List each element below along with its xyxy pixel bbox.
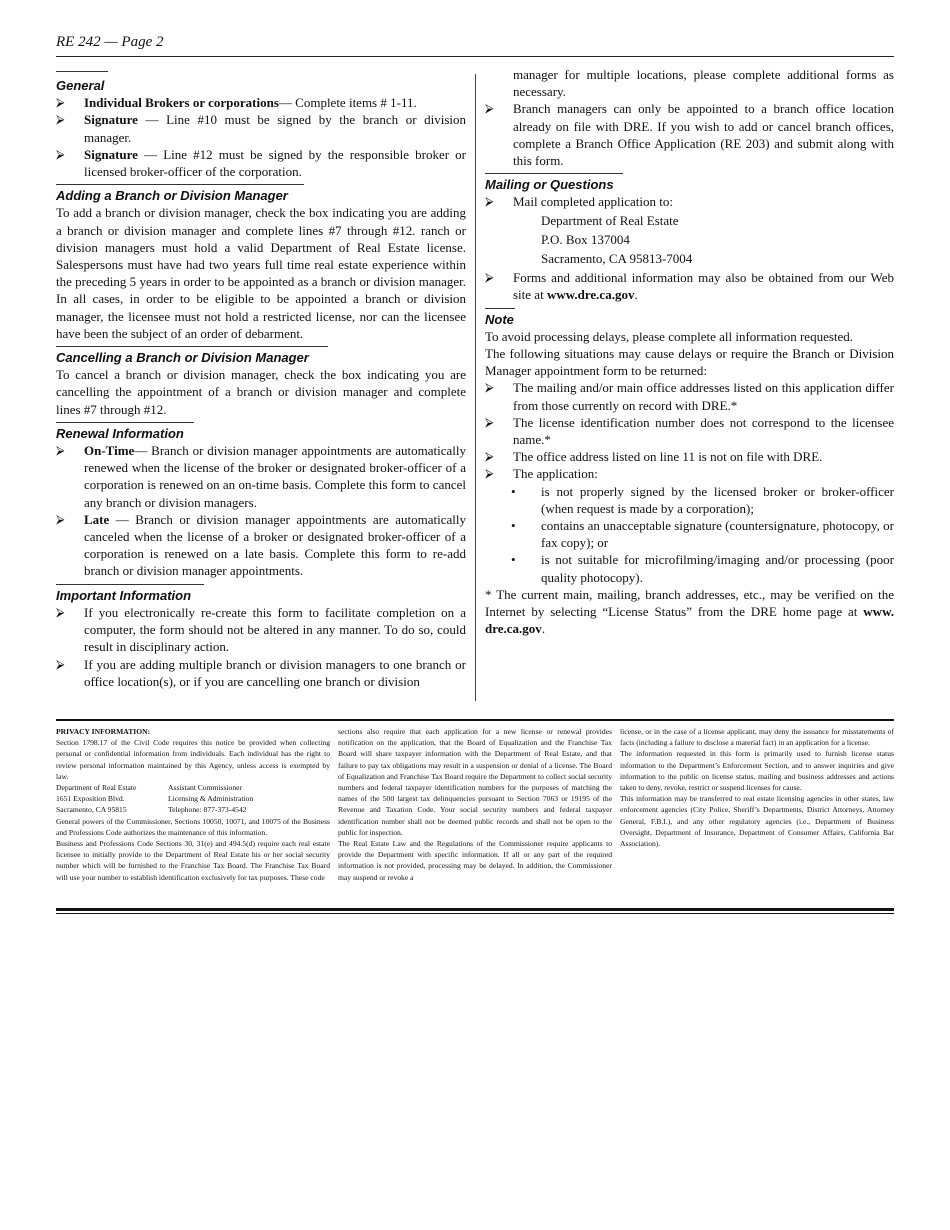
right-column xyxy=(485,66,894,638)
footer-bottom-rule xyxy=(56,908,894,911)
note-paragraph: To avoid processing delays, please complete all information requested. xyxy=(485,328,854,344)
dot-bullet-icon: • xyxy=(511,518,516,534)
mailing-address-line: Department of Real Estate xyxy=(541,212,679,228)
note-paragraph: The following situations may cause delays or require the Branch or Division Manager appointment form to be returned: xyxy=(485,346,894,379)
privacy-text: The Real Estate Law and the Regulations of the Commissioner require applicants to provide the Department with specific information. If all or any part of the required information is not provided, processing may be delayed. In addition, the Commissioner may suspend or revoke a xyxy=(338,839,612,882)
list-item: ⮚ The mailing and/or main office addresses listed on this application differ from those currently on record with DRE.* xyxy=(485,380,894,413)
privacy-text: Business and Professions Code Sections 30, 31(e) and 494.5(d) require each real estate licensee to initially provide to the Department of Real Estate his or her social security number which will be furnished to the Franchise Tax Board. The Franchise Tax Board will use your number to establish identification exclusively for tax purposes. These code xyxy=(56,839,330,882)
privacy-title: PRIVACY INFORMATION: xyxy=(56,727,151,736)
header-divider xyxy=(56,56,894,57)
footer-bottom-rule-thin xyxy=(56,913,894,914)
mailing-address-line: P.O. Box 137004 xyxy=(541,231,630,247)
section-title-renewal: Renewal Information xyxy=(56,420,466,442)
arrow-bullet-icon: ⮚ xyxy=(56,95,65,110)
arrow-bullet-icon: ⮚ xyxy=(56,443,65,458)
cancelling-text: To cancel a branch or division manager, check the box indicating you are cancelling the appointment of a branch or division manager and complete lines #7 through #12. xyxy=(56,367,466,417)
section-title-important: Important Information xyxy=(56,582,466,604)
continued-text: manager for multiple locations, please complete additional forms as necessary. xyxy=(513,67,894,100)
arrow-bullet-icon: ⮚ xyxy=(485,380,494,395)
privacy-text: Section 1798.17 of the Civil Code requires this notice be provided when collecting personal or confidential information from individuals. Each individual has the right to review personal information maintained by this Agency, unless access is exempted by law. xyxy=(56,738,330,781)
privacy-text: General powers of the Commissioner, Sections 10050, 10071, and 10075 of the Business and Professions Code authorizes the maintenance of this information. xyxy=(56,816,330,837)
list-item: ⮚ The license identification number does not correspond to the licensee name.* xyxy=(485,414,894,448)
privacy-text: sections also require that each application for a new license or renewal provides notification on the application, that the Board of Equalization and the Franchise Tax Board will share taxpayer information with the Department of Real Estate, and that failure to pay tax obligations may result in a suspension or denial of a license. The Board of Equalization and Franchise Tax Board require the Department to collect social security numbers and federal taxpayer identification numbers for the purposes of matching the names of the 500 largest tax delinquencies pursuant to Section 7063 or 19195 of the Revenue and Taxation Code. Your social security numbers and federal taxpayer identification number shall not be deemed public records and shall not be open to the public for inspection. xyxy=(338,727,612,837)
dot-bullet-icon: • xyxy=(511,552,516,568)
arrow-bullet-icon: ⮚ xyxy=(56,112,65,127)
contact-row: 1651 Exposition Blvd. Licensing & Administration xyxy=(56,794,254,804)
list-item: ⮚ The office address listed on line 11 is not on file with DRE. xyxy=(485,449,823,465)
arrow-bullet-icon: ⮚ xyxy=(485,414,494,429)
section-title-general: General xyxy=(56,69,466,94)
sub-list-item: • contains an unacceptable signature (countersignature, photocopy, or fax copy); or xyxy=(511,518,894,551)
privacy-column-2 xyxy=(338,726,612,883)
privacy-text: license, or in the case of a license applicant, may deny the issuance for misstatements of facts (including a failure to disclose a material fact) in an application for a license. xyxy=(620,727,894,748)
arrow-bullet-icon: ⮚ xyxy=(56,604,65,619)
dot-bullet-icon: • xyxy=(511,483,516,499)
website-link[interactable]: www.dre.ca.gov xyxy=(546,287,635,303)
list-item: ⮚ Signature — Line #12 must be signed by the responsible broker or licensed broker-officer of the corporation. xyxy=(56,146,466,180)
section-title-adding: Adding a Branch or Division Manager xyxy=(56,182,466,204)
footnote: * The current main, mailing, branch addresses, etc., may be verified on the Internet by selecting “License Status” from the DRE home page at www. dre.ca.gov. xyxy=(485,586,894,637)
mailing-address-line: Sacramento, CA 95813-7004 xyxy=(541,251,693,267)
footnote-link[interactable]: www. dre.ca.gov xyxy=(485,604,894,637)
footer-top-rule xyxy=(56,719,894,721)
list-item: ⮚ If you are adding multiple branch or division managers to one branch or office location(s), or if you are cancelling one branch or division xyxy=(56,656,466,689)
arrow-bullet-icon: ⮚ xyxy=(485,449,494,464)
privacy-column-1 xyxy=(56,726,330,883)
adding-text: To add a branch or division manager, check the box indicating you are adding a branch or division manager and complete lines #7 through #12. ranch or division managers must hold a valid Department of Real Estate license. Salespersons must have had two years full time real estate experience within the preceding 5 years in order to be appointed as a branch or division manager. In all cases, in order to be eligible to be appointed a branch or division manager, the licensee must not hold a restricted license, nor can the licensee have been the subject of an order of debarment. xyxy=(56,205,466,341)
sub-list-item: • is not suitable for microfilming/imaging and/or processing (poor quality photocopy). xyxy=(511,552,894,585)
arrow-bullet-icon: ⮚ xyxy=(485,194,494,209)
list-item: ⮚ On-Time— Branch or division manager appointments are automatically renewed when the license of the broker or designated broker-officer of a corporation is renewed on an on-time basis. Complete this form to cancel any branch or division managers. xyxy=(56,443,466,510)
arrow-bullet-icon: ⮚ xyxy=(485,101,494,116)
list-item: ⮚ Late — Branch or division manager appointments are automatically canceled when the license of a broker or designated broker-officer of a corporation is renewed on a late basis. Complete this form to re-add branch or division manager appointments. xyxy=(56,511,466,579)
arrow-bullet-icon: ⮚ xyxy=(485,466,494,481)
list-item: ⮚ Branch managers can only be appointed to a branch office location already on file with DRE. If you wish to add or cancel branch offices, complete a Branch Office Application (RE 203) and submit along with this form. xyxy=(485,101,894,169)
arrow-bullet-icon: ⮚ xyxy=(56,146,65,161)
section-title-mailing: Mailing or Questions xyxy=(485,171,894,193)
left-column xyxy=(56,66,466,690)
contact-row: Department of Real Estate Assistant Commissioner xyxy=(56,783,243,793)
privacy-information xyxy=(56,726,894,883)
section-title-note: Note xyxy=(485,306,894,328)
column-divider xyxy=(475,74,476,701)
arrow-bullet-icon: ⮚ xyxy=(56,511,65,526)
privacy-column-3 xyxy=(620,726,894,883)
list-item: ⮚ Signature — Line #10 must be signed by the branch or division manager. xyxy=(56,112,466,145)
sub-list-item: • is not properly signed by the licensed broker or broker-officer (when request is made by a corporation); xyxy=(511,483,894,516)
list-item: ⮚ If you electronically re-create this form to facilitate completion on a computer, the form should not be altered in any manner. To do so, could result in disciplinary action. xyxy=(56,604,466,655)
arrow-bullet-icon: ⮚ xyxy=(485,270,494,285)
list-item: ⮚ Forms and additional information may also be obtained from our Web site at www.dre.ca.gov. xyxy=(485,270,894,303)
privacy-text: This information may be transferred to real estate licensing agencies in other states, law enforcement agencies (City Police, Sheriff’s Departments, District Attorneys, Attorney General, F.B.I.), and any other regulatory agencies (i.e., Department of Business Oversight, Department of Insurance, Department of Consumer Affairs, California Bar Association). xyxy=(620,794,894,849)
list-item: ⮚ Mail completed application to: xyxy=(485,194,673,210)
section-title-cancelling: Cancelling a Branch or Division Manager xyxy=(56,344,466,366)
page-header: RE 242 — Page 2 xyxy=(56,34,164,50)
list-item: ⮚ Individual Brokers or corporations— Complete items # 1-11. xyxy=(56,95,417,111)
list-item: ⮚ The application: xyxy=(485,466,598,482)
contact-row: Sacramento, CA 95815 Telephone: 877-373-4542 xyxy=(56,805,247,815)
privacy-text: The information requested in this form is primarily used to furnish license status information to the Department’s Enforcement Section, and to answer inquiries and give information to the public on license status, mailing and business addresses and actions taken to deny, revoke, restrict or suspend licenses for cause. xyxy=(620,749,894,793)
arrow-bullet-icon: ⮚ xyxy=(56,656,65,671)
